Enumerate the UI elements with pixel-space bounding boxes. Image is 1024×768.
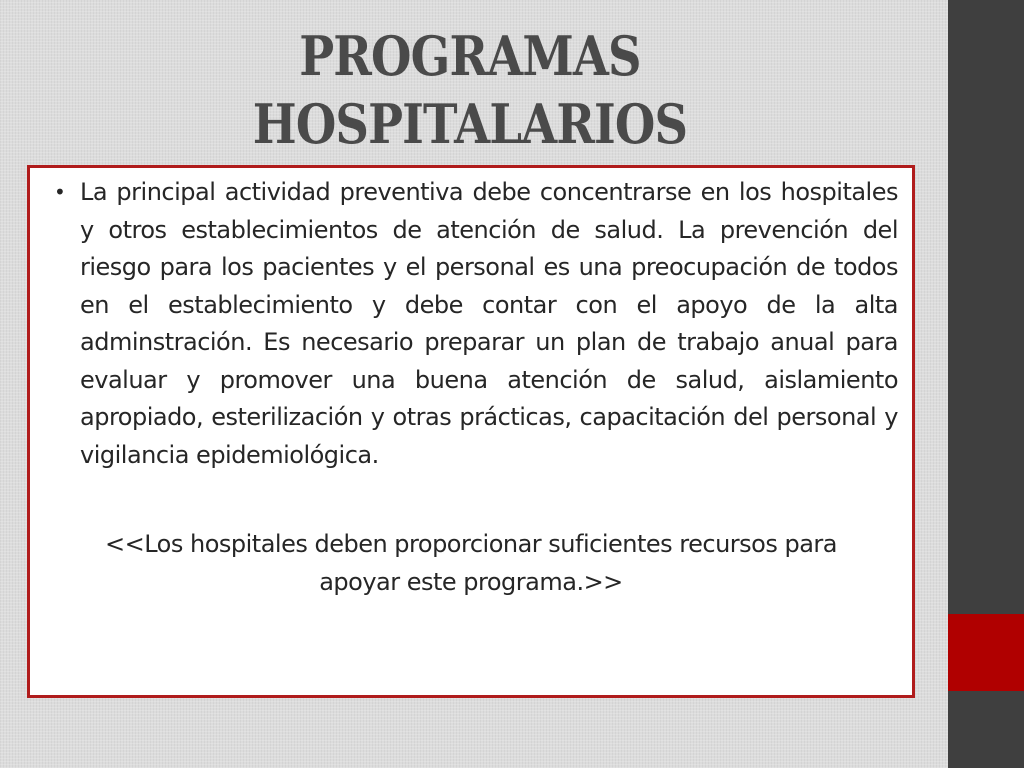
slide-title — [195, 22, 745, 158]
side-accent-block — [948, 614, 1024, 691]
bullet-text: La principal actividad preventiva debe concentrarse en los hospitales y otros establecimientos de atención de salud. La prevención del riesgo para los pacientes y el personal es una preocupación de todos en el establecimiento y debe contar con el apoyo de la alta adminstración. Es necesario preparar un plan de trabajo anual para evaluar y promover una buena atención de salud, aislamiento apropiado, esterilización y otras prácticas, capacitación del personal y vigilancia epidemiológica. — [80, 178, 898, 469]
slide-title-line-2: HOSPITALARIOS — [252, 92, 688, 156]
slide-title-line-1: PROGRAMAS — [299, 24, 641, 88]
bullet-item — [54, 174, 898, 474]
bullet-dot-icon: • — [54, 180, 66, 204]
content-box — [27, 165, 915, 698]
quote-line-2: apoyar este programa.>> — [319, 567, 623, 596]
quote-line-1: <<Los hospitales deben proporcionar suficientes recursos para — [105, 530, 837, 558]
bullet-list — [30, 174, 912, 474]
quote-text — [50, 526, 892, 601]
